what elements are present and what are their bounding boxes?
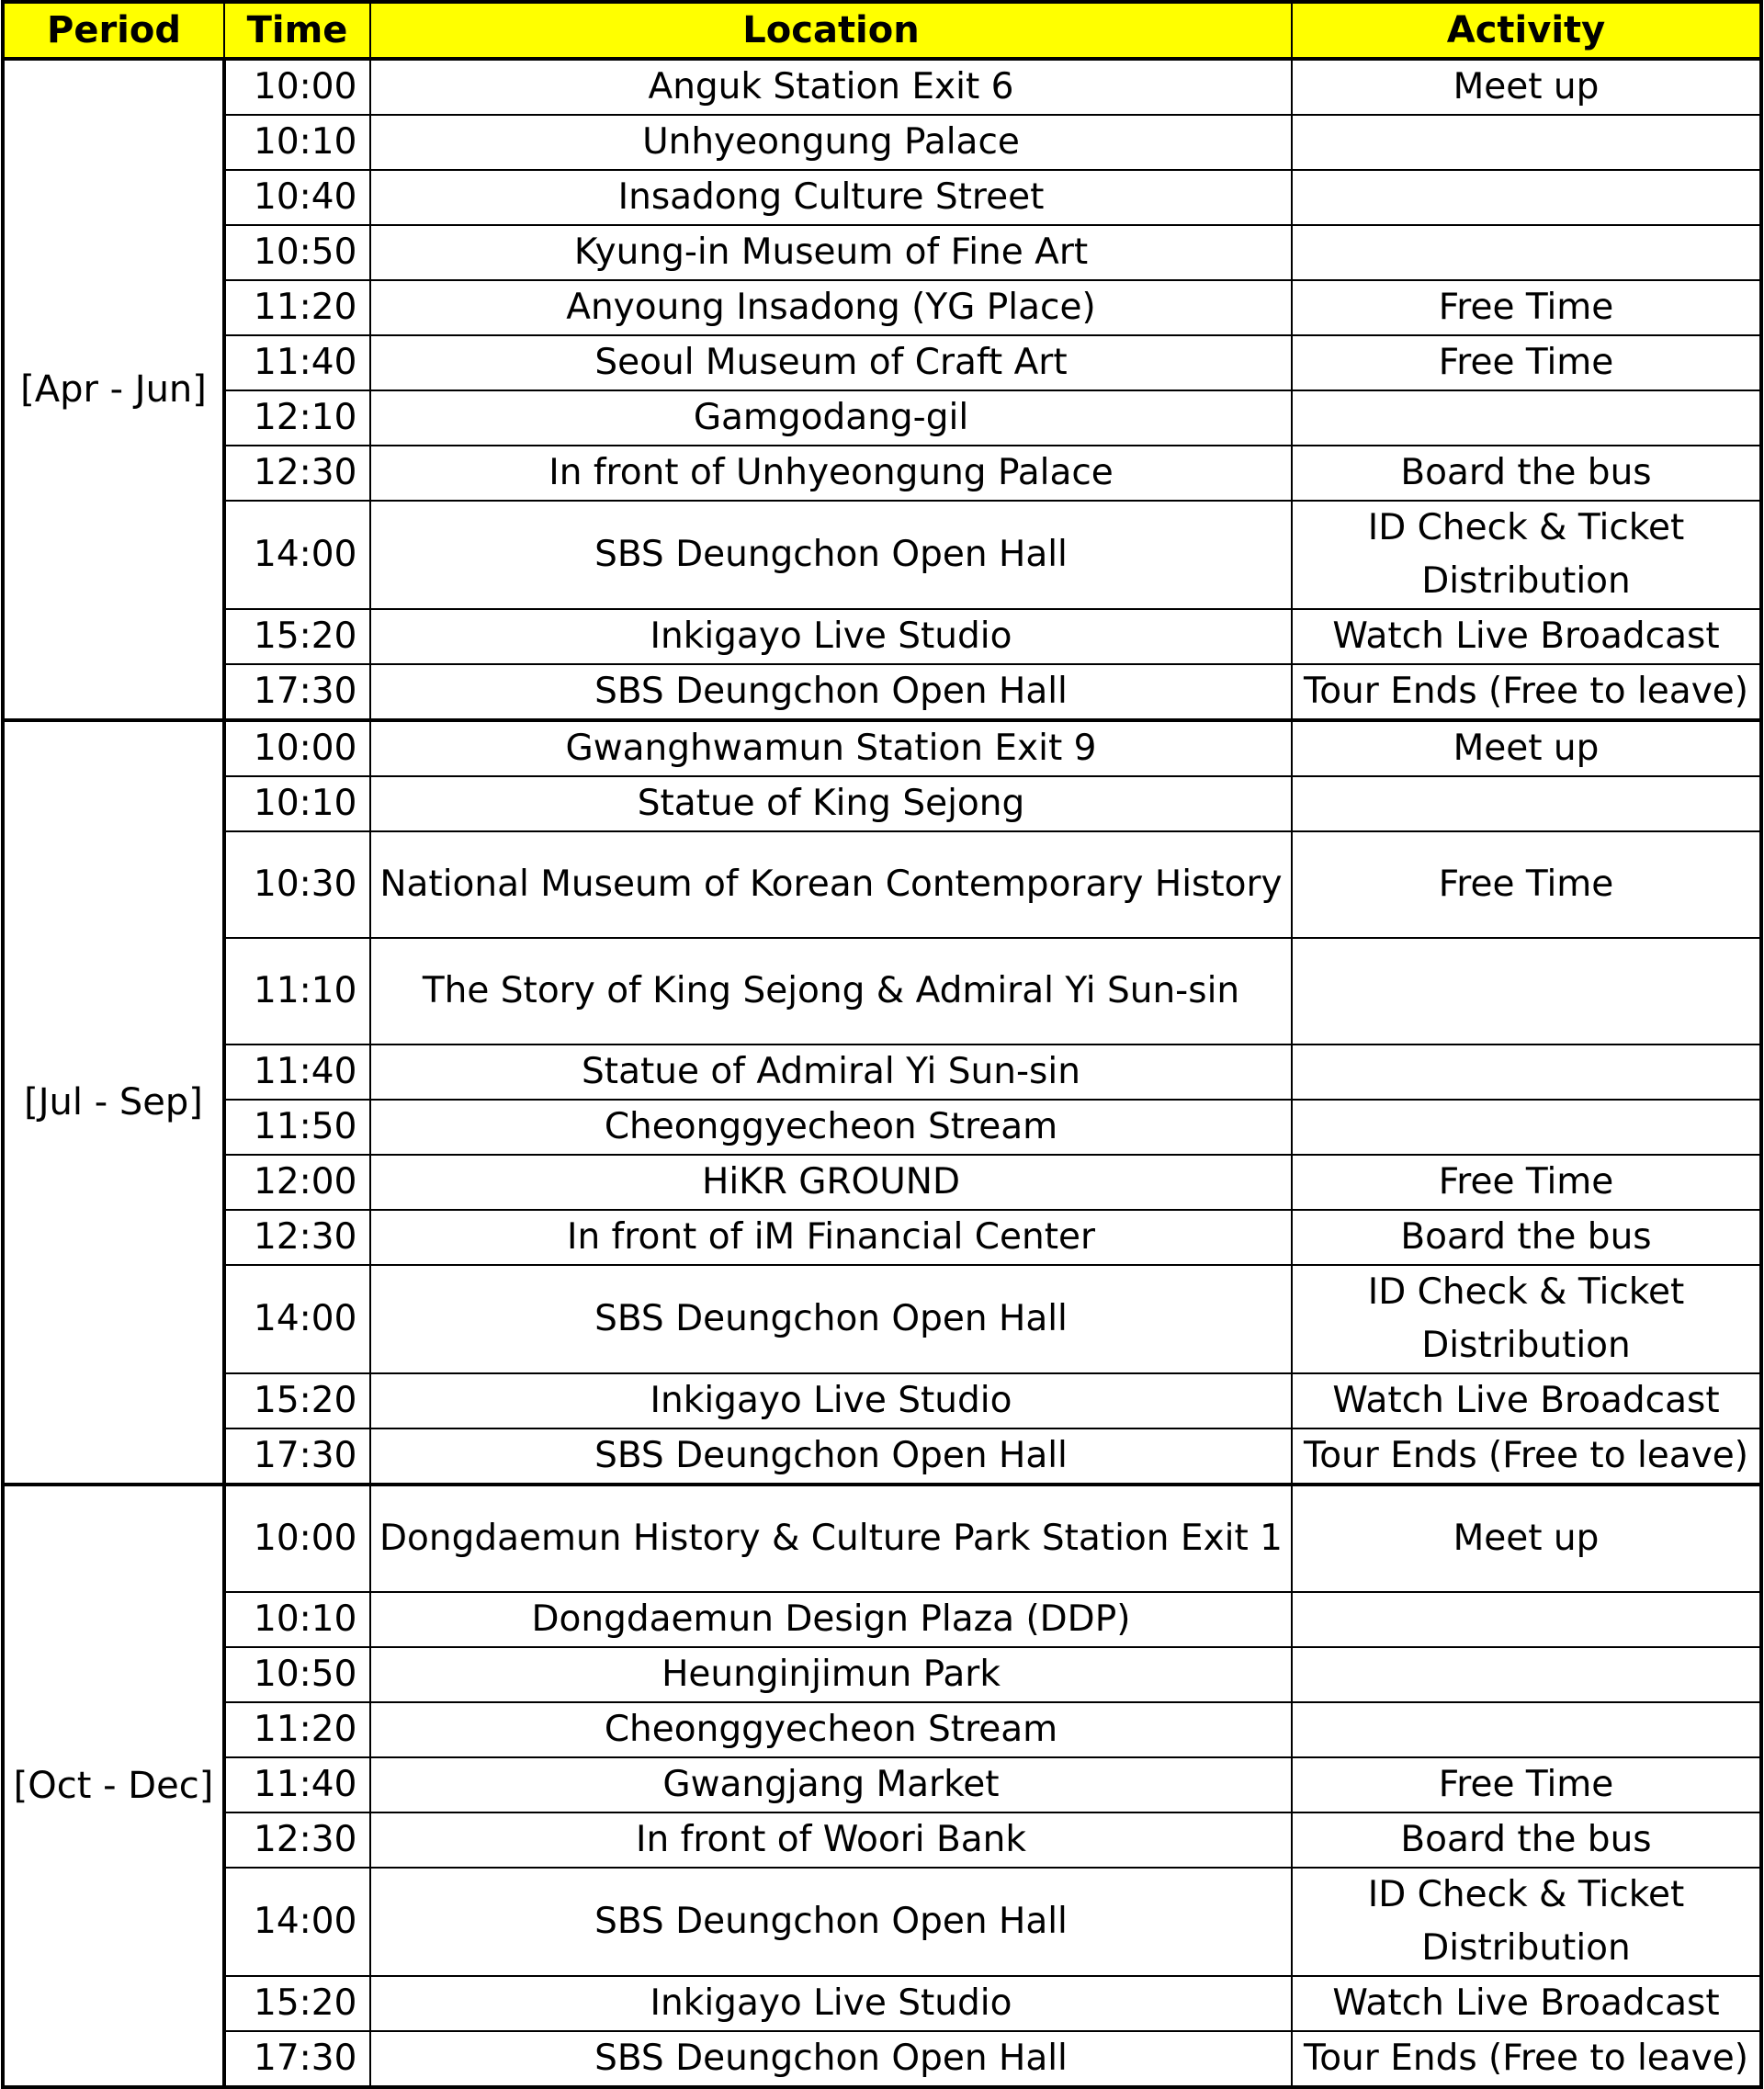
table-row: [3, 2031, 1761, 2087]
location-cell: SBS Deungchon Open Hall: [370, 1868, 1292, 1976]
time-cell: 11:40: [224, 335, 370, 390]
time-cell: 11:10: [224, 938, 370, 1044]
time-cell: 15:20: [224, 1976, 370, 2031]
time-cell: 14:00: [224, 1868, 370, 1976]
location-cell: HiKR GROUND: [370, 1155, 1292, 1210]
location-cell: Inkigayo Live Studio: [370, 1976, 1292, 2031]
table-row: [3, 1812, 1761, 1868]
table-row: [3, 115, 1761, 170]
location-cell: Inkigayo Live Studio: [370, 609, 1292, 664]
location-cell: SBS Deungchon Open Hall: [370, 2031, 1292, 2087]
table-header: [3, 2, 1761, 59]
activity-cell: Watch Live Broadcast: [1292, 609, 1761, 664]
header-time: Time: [224, 2, 370, 59]
location-cell: Inkigayo Live Studio: [370, 1373, 1292, 1428]
activity-cell: Tour Ends (Free to leave): [1292, 664, 1761, 720]
time-cell: 10:10: [224, 1592, 370, 1647]
location-cell: Anyoung Insadong (YG Place): [370, 280, 1292, 335]
table-row: [3, 776, 1761, 831]
table-row: [3, 609, 1761, 664]
time-cell: 17:30: [224, 664, 370, 720]
activity-cell: Meet up: [1292, 720, 1761, 776]
time-cell: 10:10: [224, 776, 370, 831]
activity-cell: [1292, 776, 1761, 831]
time-cell: 11:40: [224, 1044, 370, 1100]
time-cell: 17:30: [224, 2031, 370, 2087]
period-cell: [Jul - Sep]: [3, 720, 224, 1485]
time-cell: 12:00: [224, 1155, 370, 1210]
time-cell: 10:00: [224, 59, 370, 115]
table-row: [3, 446, 1761, 501]
activity-cell: [1292, 1647, 1761, 1702]
activity-cell: Free Time: [1292, 831, 1761, 938]
activity-cell: [1292, 390, 1761, 446]
activity-cell: Free Time: [1292, 1155, 1761, 1210]
location-cell: Cheonggyecheon Stream: [370, 1100, 1292, 1155]
activity-cell: [1292, 1100, 1761, 1155]
activity-cell: [1292, 170, 1761, 225]
table-row: [3, 1044, 1761, 1100]
location-cell: Heunginjimun Park: [370, 1647, 1292, 1702]
table-row: [3, 280, 1761, 335]
header-location: Location: [370, 2, 1292, 59]
time-cell: 10:50: [224, 225, 370, 280]
activity-cell: Free Time: [1292, 280, 1761, 335]
location-cell: Anguk Station Exit 6: [370, 59, 1292, 115]
table-row: [3, 1155, 1761, 1210]
activity-cell: [1292, 1592, 1761, 1647]
activity-cell: [1292, 938, 1761, 1044]
time-cell: 10:40: [224, 170, 370, 225]
activity-cell: Meet up: [1292, 59, 1761, 115]
time-cell: 11:40: [224, 1757, 370, 1812]
time-cell: 12:30: [224, 446, 370, 501]
time-cell: 11:50: [224, 1100, 370, 1155]
time-cell: 15:20: [224, 609, 370, 664]
activity-cell: ID Check & Ticket Distribution: [1292, 501, 1761, 609]
table-row: [3, 1757, 1761, 1812]
table-row: [3, 1868, 1761, 1976]
location-cell: In front of iM Financial Center: [370, 1210, 1292, 1265]
table-row: [3, 225, 1761, 280]
time-cell: 10:00: [224, 720, 370, 776]
time-cell: 11:20: [224, 280, 370, 335]
location-cell: The Story of King Sejong & Admiral Yi Sun-sin: [370, 938, 1292, 1044]
table-row: [3, 1428, 1761, 1485]
table-row: [3, 720, 1761, 776]
header-row: [3, 2, 1761, 59]
time-cell: 12:10: [224, 390, 370, 446]
header-period: Period: [3, 2, 224, 59]
location-cell: Dongdaemun Design Plaza (DDP): [370, 1592, 1292, 1647]
activity-cell: Board the bus: [1292, 1812, 1761, 1868]
period-group: [3, 720, 1761, 1485]
activity-cell: Meet up: [1292, 1485, 1761, 1592]
table-row: [3, 1373, 1761, 1428]
table-row: [3, 1265, 1761, 1373]
table-row: [3, 59, 1761, 115]
location-cell: Gamgodang-gil: [370, 390, 1292, 446]
table-row: [3, 1702, 1761, 1757]
location-cell: Kyung-in Museum of Fine Art: [370, 225, 1292, 280]
table-row: [3, 1647, 1761, 1702]
activity-cell: ID Check & Ticket Distribution: [1292, 1265, 1761, 1373]
period-cell: [Oct - Dec]: [3, 1485, 224, 2087]
time-cell: 12:30: [224, 1812, 370, 1868]
time-cell: 10:50: [224, 1647, 370, 1702]
table-row: [3, 831, 1761, 938]
location-cell: SBS Deungchon Open Hall: [370, 1428, 1292, 1485]
activity-cell: Tour Ends (Free to leave): [1292, 2031, 1761, 2087]
tour-schedule-table: [1, 0, 1763, 2089]
location-cell: SBS Deungchon Open Hall: [370, 664, 1292, 720]
time-cell: 10:10: [224, 115, 370, 170]
table-row: [3, 1485, 1761, 1592]
time-cell: 10:30: [224, 831, 370, 938]
location-cell: National Museum of Korean Contemporary History: [370, 831, 1292, 938]
activity-cell: Board the bus: [1292, 1210, 1761, 1265]
table-row: [3, 1210, 1761, 1265]
activity-cell: [1292, 1044, 1761, 1100]
time-cell: 12:30: [224, 1210, 370, 1265]
table-row: [3, 390, 1761, 446]
location-cell: SBS Deungchon Open Hall: [370, 501, 1292, 609]
activity-cell: Free Time: [1292, 335, 1761, 390]
period-group: [3, 59, 1761, 720]
period-cell: [Apr - Jun]: [3, 59, 224, 720]
location-cell: Insadong Culture Street: [370, 170, 1292, 225]
table-row: [3, 501, 1761, 609]
location-cell: Dongdaemun History & Culture Park Station Exit 1: [370, 1485, 1292, 1592]
time-cell: 17:30: [224, 1428, 370, 1485]
activity-cell: Watch Live Broadcast: [1292, 1373, 1761, 1428]
time-cell: 14:00: [224, 1265, 370, 1373]
location-cell: In front of Unhyeongung Palace: [370, 446, 1292, 501]
activity-cell: Tour Ends (Free to leave): [1292, 1428, 1761, 1485]
table-row: [3, 664, 1761, 720]
activity-cell: Board the bus: [1292, 446, 1761, 501]
activity-cell: ID Check & Ticket Distribution: [1292, 1868, 1761, 1976]
activity-cell: Watch Live Broadcast: [1292, 1976, 1761, 2031]
location-cell: Unhyeongung Palace: [370, 115, 1292, 170]
activity-cell: [1292, 1702, 1761, 1757]
location-cell: Gwanghwamun Station Exit 9: [370, 720, 1292, 776]
location-cell: Seoul Museum of Craft Art: [370, 335, 1292, 390]
location-cell: SBS Deungchon Open Hall: [370, 1265, 1292, 1373]
time-cell: 11:20: [224, 1702, 370, 1757]
table-row: [3, 938, 1761, 1044]
table-row: [3, 170, 1761, 225]
header-activity: Activity: [1292, 2, 1761, 59]
location-cell: Statue of King Sejong: [370, 776, 1292, 831]
location-cell: In front of Woori Bank: [370, 1812, 1292, 1868]
location-cell: Cheonggyecheon Stream: [370, 1702, 1292, 1757]
table-row: [3, 1592, 1761, 1647]
time-cell: 10:00: [224, 1485, 370, 1592]
time-cell: 14:00: [224, 501, 370, 609]
time-cell: 15:20: [224, 1373, 370, 1428]
activity-cell: [1292, 225, 1761, 280]
location-cell: Statue of Admiral Yi Sun-sin: [370, 1044, 1292, 1100]
period-group: [3, 1485, 1761, 2087]
location-cell: Gwangjang Market: [370, 1757, 1292, 1812]
table-row: [3, 1976, 1761, 2031]
activity-cell: [1292, 115, 1761, 170]
activity-cell: Free Time: [1292, 1757, 1761, 1812]
table-row: [3, 1100, 1761, 1155]
table-row: [3, 335, 1761, 390]
